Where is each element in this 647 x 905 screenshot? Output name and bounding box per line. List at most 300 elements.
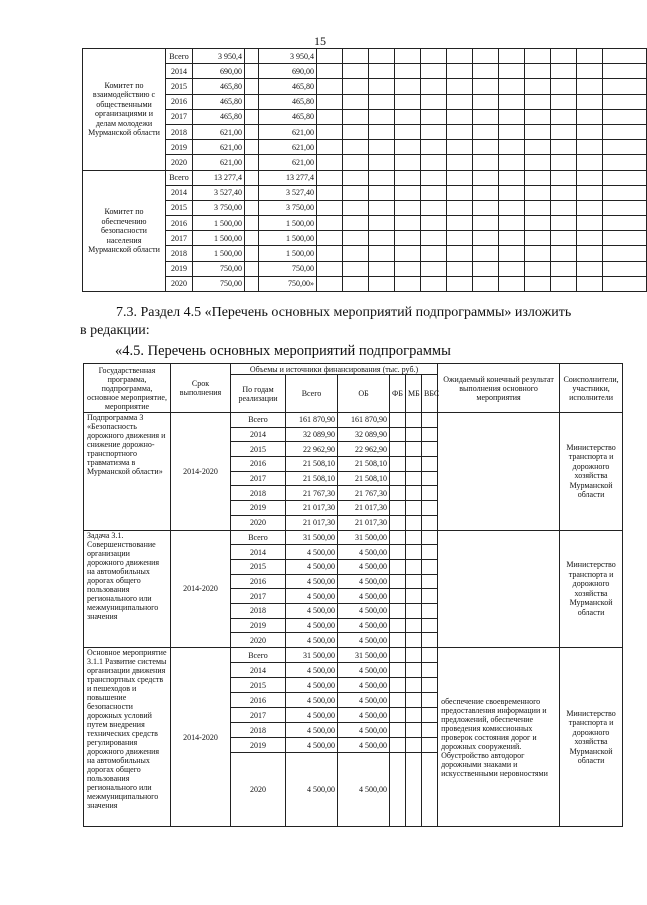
empty-cell	[245, 94, 259, 109]
table-row	[83, 79, 647, 94]
table-row	[83, 185, 647, 200]
empty-cell	[369, 155, 395, 170]
mb-cell	[406, 471, 422, 486]
empty-cell	[317, 276, 343, 291]
header-term: Срок выполнения	[171, 364, 231, 413]
empty-cell	[421, 170, 447, 185]
fb-cell	[390, 738, 406, 753]
empty-cell	[525, 185, 551, 200]
empty-cell	[317, 246, 343, 261]
vbs-cell	[422, 708, 438, 723]
empty-cell	[395, 246, 421, 261]
year-cell: 2018	[231, 723, 286, 738]
empty-cell	[525, 200, 551, 215]
empty-cell	[369, 79, 395, 94]
empty-cell	[577, 185, 603, 200]
vbs-cell	[422, 753, 438, 827]
empty-cell	[499, 231, 525, 246]
empty-cell	[525, 170, 551, 185]
activities-table	[83, 363, 623, 827]
table-row	[83, 216, 647, 231]
empty-cell	[551, 49, 577, 64]
vbs-cell	[422, 678, 438, 693]
empty-cell	[317, 261, 343, 276]
mb-cell	[406, 486, 422, 501]
table-row	[83, 64, 647, 79]
empty-cell	[447, 170, 473, 185]
empty-cell	[473, 155, 499, 170]
empty-cell	[395, 155, 421, 170]
empty-cell	[317, 140, 343, 155]
table-row	[84, 413, 623, 428]
empty-cell	[577, 170, 603, 185]
empty-cell	[245, 140, 259, 155]
total-cell: 4 500,00	[286, 618, 338, 633]
empty-cell	[245, 49, 259, 64]
empty-cell	[473, 94, 499, 109]
year-cell: 2014	[231, 663, 286, 678]
empty-cell	[499, 200, 525, 215]
empty-cell	[525, 79, 551, 94]
year-cell: 2017	[231, 708, 286, 723]
ob-cell: 465,80	[259, 94, 317, 109]
vbs-cell	[422, 633, 438, 648]
empty-cell	[447, 200, 473, 215]
empty-cell	[525, 231, 551, 246]
empty-cell	[395, 216, 421, 231]
empty-cell	[473, 276, 499, 291]
fb-cell	[390, 457, 406, 472]
table-row	[83, 170, 647, 185]
program-cell: Задача 3.1. Совершенствование организации дорожного движения на автомобильных дорогах общего пользования регионального или межмуниципального значения	[84, 530, 171, 648]
table-row	[83, 94, 647, 109]
fb-cell	[390, 678, 406, 693]
empty-cell	[577, 94, 603, 109]
empty-cell	[421, 216, 447, 231]
year-cell: 2014	[166, 185, 193, 200]
empty-cell	[499, 124, 525, 139]
header-ob: ОБ	[338, 375, 390, 413]
empty-cell	[447, 140, 473, 155]
mb-cell	[406, 545, 422, 560]
empty-cell	[421, 140, 447, 155]
fb-cell	[390, 589, 406, 604]
empty-cell	[473, 216, 499, 231]
total-cell: 465,80	[193, 94, 245, 109]
year-cell: 2015	[231, 442, 286, 457]
year-cell: 2019	[231, 738, 286, 753]
empty-cell	[577, 64, 603, 79]
empty-cell	[551, 246, 577, 261]
total-cell: 4 500,00	[286, 559, 338, 574]
total-cell: 1 500,00	[193, 216, 245, 231]
empty-cell	[577, 200, 603, 215]
program-cell: Подпрограмма 3 «Безопасность дорожного движения и снижение дорожно-транспортного травматизма в Мурманской области»	[84, 413, 171, 531]
year-cell: 2017	[231, 471, 286, 486]
section-heading: «4.5. Перечень основных мероприятий подпрограммы	[115, 343, 451, 359]
empty-cell	[343, 49, 369, 64]
empty-cell	[499, 64, 525, 79]
empty-cell	[525, 246, 551, 261]
empty-cell	[551, 124, 577, 139]
total-cell: 3 750,00	[193, 200, 245, 215]
result-cell	[438, 530, 560, 648]
empty-cell	[317, 216, 343, 231]
empty-cell	[369, 94, 395, 109]
total-cell: 4 500,00	[286, 708, 338, 723]
vbs-cell	[422, 693, 438, 708]
empty-cell	[421, 124, 447, 139]
empty-cell	[551, 109, 577, 124]
ob-cell: 4 500,00	[338, 618, 390, 633]
empty-cell	[421, 79, 447, 94]
empty-cell	[447, 246, 473, 261]
ob-cell: 4 500,00	[338, 663, 390, 678]
empty-cell	[421, 185, 447, 200]
empty-cell	[369, 276, 395, 291]
empty-cell	[395, 79, 421, 94]
year-cell: 2020	[166, 276, 193, 291]
ob-cell: 690,00	[259, 64, 317, 79]
empty-cell	[551, 261, 577, 276]
total-cell: 690,00	[193, 64, 245, 79]
empty-cell	[577, 246, 603, 261]
year-cell: 2018	[231, 486, 286, 501]
empty-cell	[499, 94, 525, 109]
table-row	[83, 155, 647, 170]
year-cell: Всего	[231, 413, 286, 428]
result-cell: обеспечение своевременного предоставления информации и предложений, обеспечение проведения комиссионных проверок состояния дорог и дорожных сооружений. Обустройство автодорог дорожными знаками и искусственными неровностями	[438, 648, 560, 827]
empty-cell	[603, 94, 647, 109]
empty-cell	[499, 261, 525, 276]
empty-cell	[473, 140, 499, 155]
empty-cell	[245, 200, 259, 215]
page-number: 15	[314, 34, 326, 48]
empty-cell	[577, 140, 603, 155]
empty-cell	[369, 109, 395, 124]
result-cell	[438, 413, 560, 531]
empty-cell	[395, 276, 421, 291]
empty-cell	[499, 185, 525, 200]
total-cell: 4 500,00	[286, 753, 338, 827]
total-cell: 13 277,4	[193, 170, 245, 185]
ob-cell: 4 500,00	[338, 545, 390, 560]
fb-cell	[390, 442, 406, 457]
year-cell: 2015	[166, 79, 193, 94]
empty-cell	[421, 94, 447, 109]
amendment-paragraph: 7.3. Раздел 4.5 «Перечень основных мероприятий подпрограммы» изложить	[116, 305, 572, 320]
header-result: Ожидаемый конечный результат выполнения основного мероприятия	[438, 364, 560, 413]
executor-cell: Комитет по взаимодействию с общественными организациями и делам молодежи Мурманской области	[83, 49, 166, 171]
year-cell: 2017	[231, 589, 286, 604]
empty-cell	[603, 231, 647, 246]
year-cell: 2016	[231, 574, 286, 589]
empty-cell	[317, 231, 343, 246]
year-cell: Всего	[231, 530, 286, 545]
vbs-cell	[422, 427, 438, 442]
empty-cell	[395, 200, 421, 215]
year-cell: 2017	[166, 231, 193, 246]
year-cell: 2019	[166, 140, 193, 155]
empty-cell	[245, 246, 259, 261]
mb-cell	[406, 427, 422, 442]
ob-cell: 4 500,00	[338, 589, 390, 604]
empty-cell	[369, 246, 395, 261]
table-row	[84, 530, 623, 545]
mb-cell	[406, 413, 422, 428]
empty-cell	[245, 109, 259, 124]
total-cell: 4 500,00	[286, 545, 338, 560]
header-mb: МБ	[406, 375, 422, 413]
total-cell: 21 767,30	[286, 486, 338, 501]
empty-cell	[395, 140, 421, 155]
mb-cell	[406, 589, 422, 604]
total-cell: 3 950,4	[193, 49, 245, 64]
empty-cell	[343, 155, 369, 170]
ob-cell: 4 500,00	[338, 753, 390, 827]
empty-cell	[577, 49, 603, 64]
mb-cell	[406, 457, 422, 472]
fb-cell	[390, 603, 406, 618]
year-cell: 2018	[166, 246, 193, 261]
empty-cell	[447, 79, 473, 94]
year-cell: 2018	[231, 603, 286, 618]
empty-cell	[447, 94, 473, 109]
table-row	[83, 109, 647, 124]
total-cell: 465,80	[193, 79, 245, 94]
empty-cell	[603, 109, 647, 124]
total-cell: 465,80	[193, 109, 245, 124]
ob-cell: 4 500,00	[338, 603, 390, 618]
empty-cell	[421, 200, 447, 215]
fb-cell	[390, 501, 406, 516]
empty-cell	[499, 79, 525, 94]
fb-cell	[390, 530, 406, 545]
empty-cell	[395, 185, 421, 200]
mb-cell	[406, 753, 422, 827]
ob-cell: 1 500,00	[259, 231, 317, 246]
empty-cell	[551, 276, 577, 291]
empty-cell	[343, 185, 369, 200]
total-cell: 621,00	[193, 124, 245, 139]
year-cell: 2020	[231, 633, 286, 648]
empty-cell	[421, 231, 447, 246]
empty-cell	[551, 94, 577, 109]
total-cell: 1 500,00	[193, 231, 245, 246]
empty-cell	[421, 276, 447, 291]
empty-cell	[343, 200, 369, 215]
empty-cell	[317, 185, 343, 200]
empty-cell	[343, 261, 369, 276]
table-row	[83, 261, 647, 276]
empty-cell	[369, 216, 395, 231]
mb-cell	[406, 603, 422, 618]
total-cell: 1 500,00	[193, 246, 245, 261]
year-cell: 2020	[166, 155, 193, 170]
fb-cell	[390, 648, 406, 663]
empty-cell	[395, 64, 421, 79]
empty-cell	[525, 49, 551, 64]
ob-cell: 4 500,00	[338, 574, 390, 589]
empty-cell	[369, 124, 395, 139]
empty-cell	[369, 261, 395, 276]
empty-cell	[577, 79, 603, 94]
continued-funding-table	[82, 48, 647, 292]
fb-cell	[390, 633, 406, 648]
empty-cell	[447, 64, 473, 79]
fb-cell	[390, 427, 406, 442]
mb-cell	[406, 678, 422, 693]
header-total: Всего	[286, 375, 338, 413]
mb-cell	[406, 723, 422, 738]
mb-cell	[406, 738, 422, 753]
empty-cell	[447, 261, 473, 276]
empty-cell	[245, 231, 259, 246]
vbs-cell	[422, 486, 438, 501]
fb-cell	[390, 471, 406, 486]
ob-cell: 1 500,00	[259, 246, 317, 261]
empty-cell	[369, 185, 395, 200]
ob-cell: 21 767,30	[338, 486, 390, 501]
term-cell: 2014-2020	[171, 648, 231, 827]
year-cell: 2015	[166, 200, 193, 215]
ob-cell: 21 508,10	[338, 471, 390, 486]
amendment-paragraph-cont: в редакции:	[80, 323, 150, 338]
year-cell: 2020	[231, 753, 286, 827]
fb-cell	[390, 515, 406, 530]
ob-cell: 4 500,00	[338, 559, 390, 574]
total-cell: 21 508,10	[286, 457, 338, 472]
empty-cell	[577, 109, 603, 124]
year-cell: 2020	[231, 515, 286, 530]
empty-cell	[245, 185, 259, 200]
year-cell: Всего	[231, 648, 286, 663]
empty-cell	[603, 261, 647, 276]
vbs-cell	[422, 618, 438, 633]
ob-cell: 32 089,90	[338, 427, 390, 442]
year-cell: 2019	[231, 501, 286, 516]
ob-cell: 750,00	[259, 261, 317, 276]
empty-cell	[395, 261, 421, 276]
header-funding: Объемы и источники финансирования (тыс. руб.)	[231, 364, 438, 375]
empty-cell	[369, 64, 395, 79]
empty-cell	[525, 140, 551, 155]
ob-cell: 22 962,90	[338, 442, 390, 457]
total-cell: 21 017,30	[286, 501, 338, 516]
empty-cell	[447, 185, 473, 200]
empty-cell	[421, 109, 447, 124]
vbs-cell	[422, 648, 438, 663]
empty-cell	[245, 64, 259, 79]
empty-cell	[245, 261, 259, 276]
empty-cell	[421, 246, 447, 261]
executor-cell: Комитет по обеспечению безопасности населения Мурманской области	[83, 170, 166, 292]
header-executors: Соисполнители, участники, исполнители	[560, 364, 623, 413]
empty-cell	[343, 231, 369, 246]
empty-cell	[421, 261, 447, 276]
empty-cell	[473, 79, 499, 94]
ob-cell: 4 500,00	[338, 723, 390, 738]
empty-cell	[369, 170, 395, 185]
empty-cell	[525, 155, 551, 170]
empty-cell	[317, 49, 343, 64]
table-row	[83, 124, 647, 139]
empty-cell	[603, 64, 647, 79]
empty-cell	[317, 94, 343, 109]
ob-cell: 621,00	[259, 140, 317, 155]
empty-cell	[447, 231, 473, 246]
total-cell: 21 017,30	[286, 515, 338, 530]
empty-cell	[395, 124, 421, 139]
total-cell: 31 500,00	[286, 648, 338, 663]
empty-cell	[603, 200, 647, 215]
empty-cell	[245, 155, 259, 170]
year-cell: 2014	[231, 545, 286, 560]
empty-cell	[551, 231, 577, 246]
empty-cell	[525, 124, 551, 139]
header-fb: ФБ	[390, 375, 406, 413]
year-cell: 2017	[166, 109, 193, 124]
fb-cell	[390, 486, 406, 501]
empty-cell	[447, 109, 473, 124]
empty-cell	[603, 185, 647, 200]
empty-cell	[473, 170, 499, 185]
empty-cell	[421, 64, 447, 79]
empty-cell	[473, 200, 499, 215]
total-cell: 32 089,90	[286, 427, 338, 442]
table-row	[83, 246, 647, 261]
mb-cell	[406, 618, 422, 633]
term-cell: 2014-2020	[171, 530, 231, 648]
empty-cell	[317, 155, 343, 170]
ob-cell: 465,80	[259, 79, 317, 94]
empty-cell	[473, 109, 499, 124]
empty-cell	[369, 200, 395, 215]
vbs-cell	[422, 559, 438, 574]
fb-cell	[390, 663, 406, 678]
empty-cell	[447, 49, 473, 64]
mb-cell	[406, 693, 422, 708]
empty-cell	[245, 216, 259, 231]
empty-cell	[343, 276, 369, 291]
ob-cell: 750,00»	[259, 276, 317, 291]
year-cell: 2016	[231, 693, 286, 708]
empty-cell	[525, 94, 551, 109]
vbs-cell	[422, 515, 438, 530]
total-cell: 4 500,00	[286, 633, 338, 648]
ob-cell: 4 500,00	[338, 708, 390, 723]
empty-cell	[551, 170, 577, 185]
empty-cell	[551, 155, 577, 170]
year-cell: 2019	[166, 261, 193, 276]
year-cell: 2019	[231, 618, 286, 633]
ob-cell: 21 017,30	[338, 515, 390, 530]
table-row	[83, 276, 647, 291]
empty-cell	[343, 94, 369, 109]
empty-cell	[577, 155, 603, 170]
header-vbs: ВБС	[422, 375, 438, 413]
vbs-cell	[422, 442, 438, 457]
empty-cell	[603, 276, 647, 291]
empty-cell	[245, 170, 259, 185]
empty-cell	[447, 155, 473, 170]
ob-cell: 3 750,00	[259, 200, 317, 215]
executor-cell: Министерство транспорта и дорожного хозяйства Мурманской области	[560, 413, 623, 531]
mb-cell	[406, 633, 422, 648]
ob-cell: 3 950,4	[259, 49, 317, 64]
empty-cell	[603, 216, 647, 231]
total-cell: 4 500,00	[286, 693, 338, 708]
